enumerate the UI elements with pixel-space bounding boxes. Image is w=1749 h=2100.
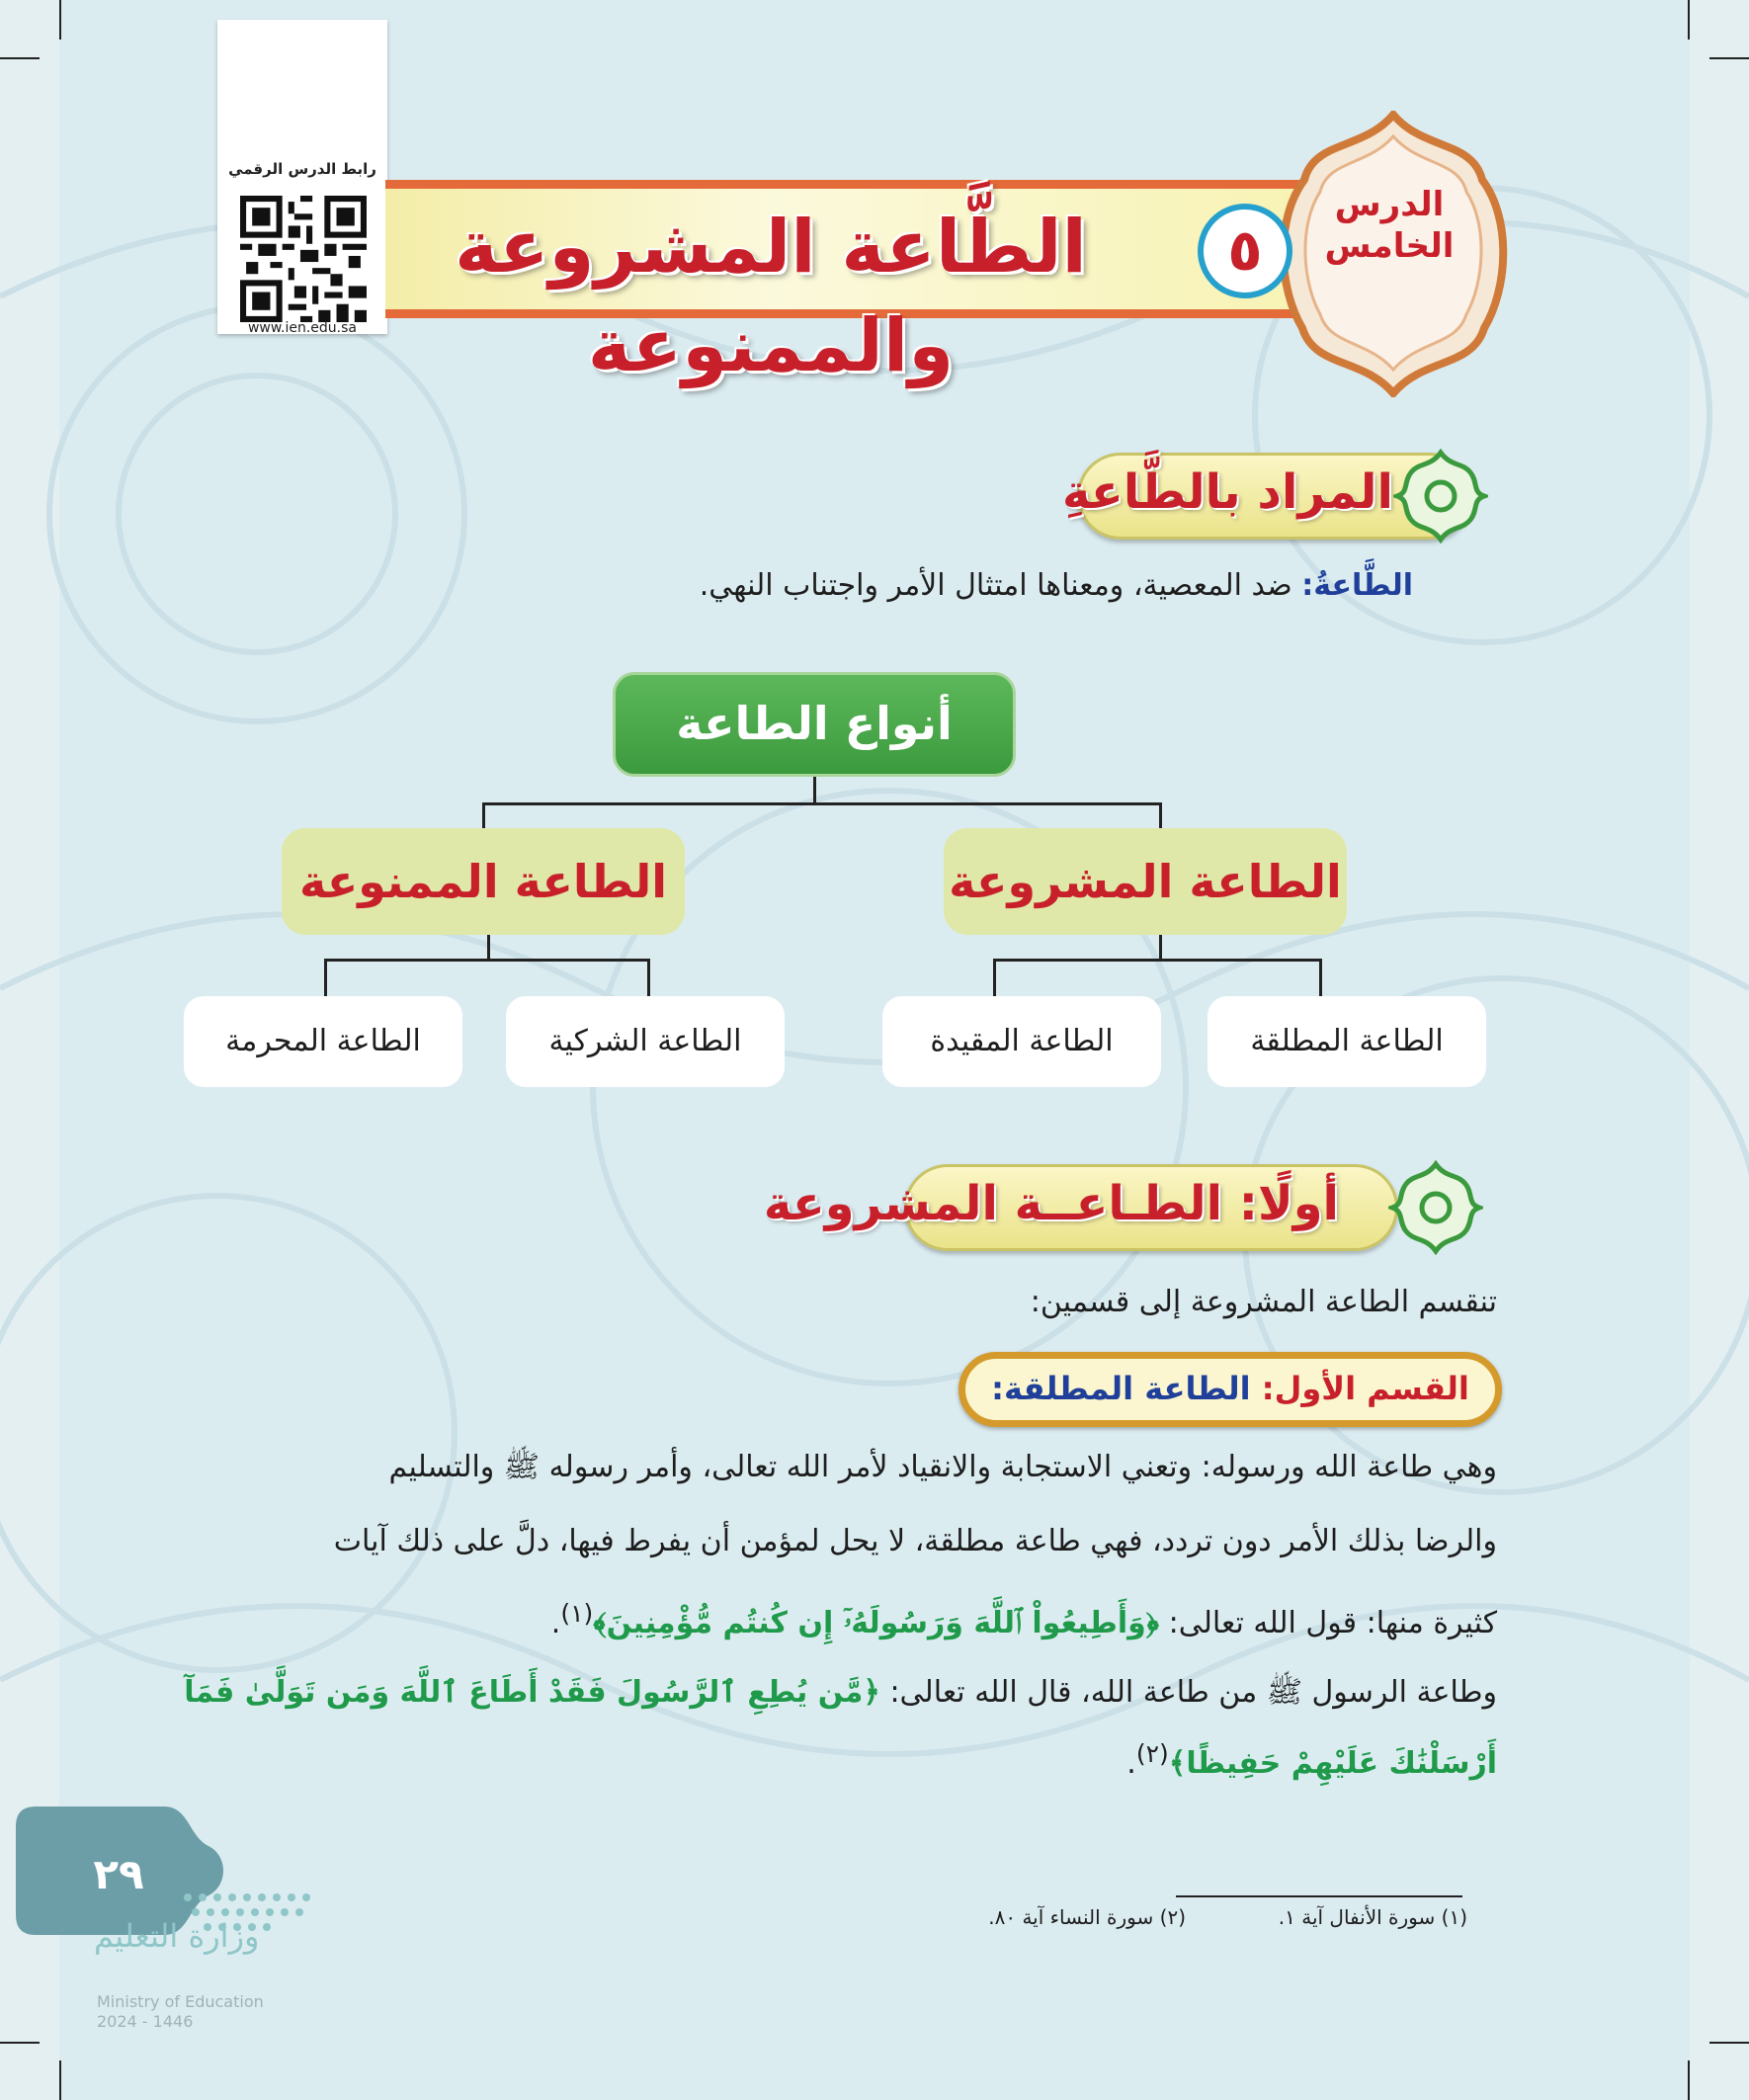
lesson-title: الطَّاعة المشروعة والممنوعة (455, 205, 1087, 388)
tree-leaf-absolute: الطاعة المطلقة (1208, 996, 1486, 1087)
part-one-label (958, 1352, 1502, 1427)
tree-branch-forbidden: الطاعة الممنوعة (282, 828, 685, 935)
footnote-ref-2: (٢) (1135, 1739, 1169, 1768)
part-one-title: الطاعة المطلقة: (991, 1370, 1251, 1407)
crop-mark (1688, 2060, 1690, 2100)
end-dot: . (1126, 1746, 1136, 1781)
crop-mark (1709, 2042, 1749, 2044)
paragraph-line-verse2-end (1126, 1739, 1497, 1781)
tree-connector (324, 959, 327, 998)
lesson-number-badge: ٥ (1198, 204, 1292, 298)
tree-connector (993, 959, 1322, 962)
end-dot: . (550, 1606, 561, 1640)
tree-connector (324, 959, 650, 962)
tree-connector (1159, 802, 1162, 830)
footnote-1: (١) سورة الأنفال آية ١. (1278, 1905, 1467, 1929)
lesson-ordinal (1320, 184, 1458, 267)
tree-leaf-polytheistic: الطاعة الشركية (506, 996, 785, 1087)
footnote-2: (٢) سورة النساء آية ٨٠. (988, 1905, 1186, 1929)
crop-mark (59, 0, 61, 40)
paragraph-line-verse1 (551, 1599, 1497, 1640)
tree-leaf-restricted: الطاعة المقيدة (882, 996, 1161, 1087)
part-one-prefix: القسم الأول: (1261, 1370, 1469, 1407)
tree-connector (487, 935, 490, 961)
page-number: ٢٩ (93, 1850, 144, 1898)
tree-connector (993, 959, 996, 998)
ornament-icon (1393, 449, 1488, 544)
tree-connector (813, 777, 816, 804)
verse2-intro: وطاعة الرسول ﷺ من طاعة الله، قال الله تعالى: (879, 1675, 1497, 1710)
tree-leaf-prohibited: الطاعة المحرمة (184, 996, 462, 1087)
tree-connector (1159, 935, 1162, 961)
quran-verse-2a: ﴿مَّن يُطِعِ ٱلرَّسُولَ فَقَدْ أَطَاعَ ٱللَّهَ وَمَن تَوَلَّىٰ فَمَآ (184, 1675, 880, 1710)
qr-url[interactable]: www.ien.edu.sa (247, 320, 358, 336)
paragraph-line: وهي طاعة الله ورسوله: وتعني الاستجابة والانقياد لأمر الله تعالى، وأمر رسوله ﷺ والتسليم (388, 1450, 1497, 1484)
quran-verse-2b: أَرْسَلْنَٰكَ عَلَيْهِمْ حَفِيظًا﴾ (1168, 1746, 1497, 1781)
crop-mark (0, 2042, 40, 2044)
tree-branch-permitted: الطاعة المشروعة (944, 828, 1347, 935)
tree-root: أنواع الطاعة (613, 672, 1016, 777)
crop-mark (59, 2060, 61, 2100)
section-title-permitted: أولًا: الطـاعــة المشروعة (763, 1176, 1339, 1231)
qr-code-icon[interactable] (240, 196, 367, 322)
ministry-name-en: Ministry of Education (97, 1992, 264, 2011)
tree-connector (1319, 959, 1322, 998)
paragraph-line-verse2 (184, 1674, 1497, 1717)
crop-mark (0, 57, 40, 59)
lesson-word-line2: الخامس (1324, 226, 1455, 266)
division-intro: تنقسم الطاعة المشروعة إلى قسمين: (1030, 1285, 1497, 1319)
tree-connector (482, 802, 1162, 805)
section-title-meaning: المراد بالطَّاعةِ (1061, 464, 1393, 520)
verse1-intro: كثيرة منها: قول الله تعالى: (1159, 1606, 1497, 1640)
qr-caption: رابط الدرس الرقمي (228, 160, 376, 178)
footnote-divider (1176, 1895, 1462, 1897)
footnote-ref-1: (١) (560, 1599, 594, 1628)
definition-text: ضد المعصية، ومعناها امتثال الأمر واجتناب النهي. (699, 568, 1302, 603)
edition-year: 2024 - 1446 (97, 2012, 194, 2031)
paragraph-line: والرضا بذلك الأمر دون تردد، فهي طاعة مطلقة، لا يحل لمؤمن أن يفرط فيها، دلَّ على ذلك آيات (333, 1524, 1497, 1558)
definition-term: الطَّاعةُ: (1301, 568, 1413, 603)
lesson-word-line1: الدرس (1334, 185, 1445, 224)
quran-verse-1: ﴿وَأَطِيعُواْ ٱللَّهَ وَرَسُولَهُۥٓ إِن كُنتُم مُّؤْمِنِينَ﴾ (593, 1606, 1160, 1640)
qr-card[interactable] (217, 20, 387, 334)
crop-mark (1709, 57, 1749, 59)
ministry-name-ar: وزارة التعليم (94, 1917, 260, 1955)
tree-connector (647, 959, 650, 998)
ornament-icon (1388, 1160, 1483, 1255)
definition-line (700, 568, 1413, 603)
crop-mark (1688, 0, 1690, 40)
